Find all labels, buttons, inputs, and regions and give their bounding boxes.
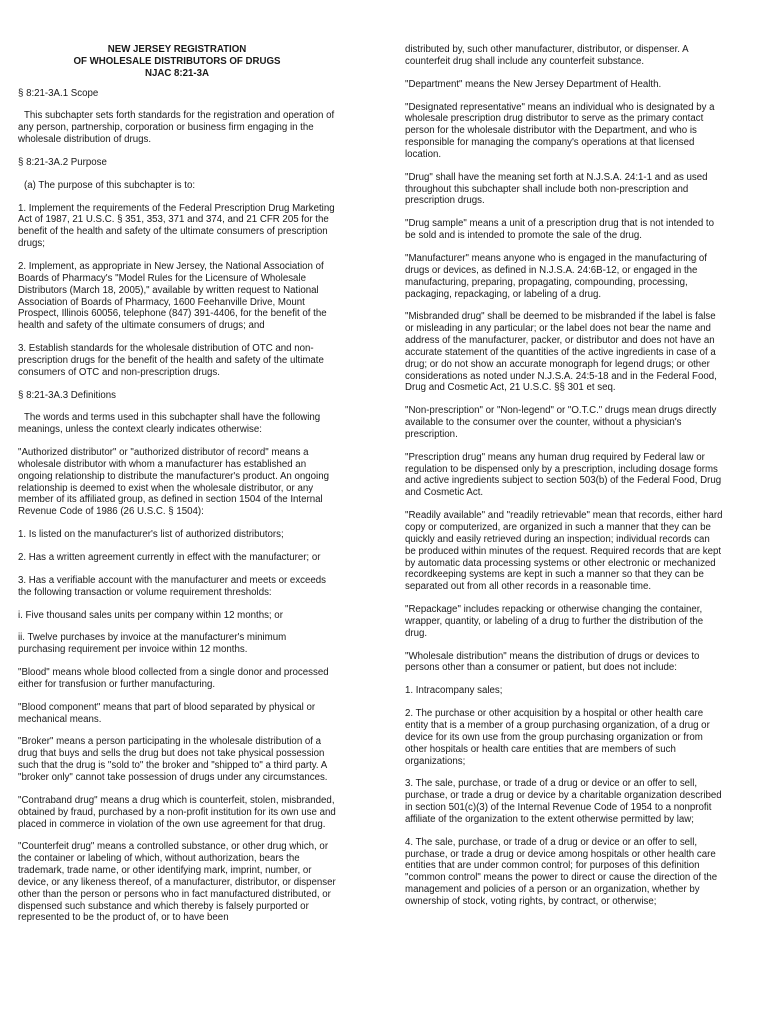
definition-paragraph: "Non-prescription" or "Non-legend" or "O.T.C." drugs mean drugs directly available to the consumer over the counter, without a physician's prescription. <box>405 405 717 440</box>
title-line: NEW JERSEY REGISTRATION <box>107 44 247 55</box>
definition-paragraph: "Blood" means whole blood collected from a single donor and processed either for transfusion or further manufacturing. <box>18 667 329 690</box>
paragraph: i. Five thousand sales units per company within 12 months; or <box>18 609 283 621</box>
definition-paragraph: "Broker" means a person participating in the wholesale distribution of a drug that buys and sells the drug but does not take physical possession such that the drug is "sold to" the broker and "shipped to" a third party. A "broker only" cannot take possession of drugs under any circumstances. <box>18 736 328 783</box>
definition-paragraph: "Counterfeit drug" means a controlled substance, or other drug which, or the container or labeling of which, without authorization, bears the trademark, trade name, or other identifying mark, imprint, number, or device, or any likeness thereof, of a manufacturer, distributor, or dispenser other than the person or persons who in fact manufactured distributed, or dispensed such substance and which thereby is falsely purported or represented to be the product of, or to have been <box>18 841 336 924</box>
paragraph: distributed by, such other manufacturer, distributor, or dispenser. A counterfeit drug shall include any counterfeit substance. <box>405 44 689 67</box>
definition-paragraph: "Prescription drug" means any human drug required by Federal law or regulation to be dispensed only by a prescription, including dosage forms and active ingredients subject to section 503(b) of the Federal Food, Drug and Cosmetic Act. <box>405 451 722 499</box>
paragraph: 4. The sale, purchase, or trade of a drug or device or an offer to sell, purchase, or trade a drug or device among hospitals or other health care entities that are under common control; for purposes of this definition "common control" means the power to direct or cause the direction of the management and policies of a person or an organization, whether by ownership of stock, voting rights, by contract, or otherwise; <box>405 836 718 907</box>
paragraph: (a) The purpose of this subchapter is to: <box>24 179 196 191</box>
definition-paragraph: "Authorized distributor" or "authorized distributor of record" means a wholesale distributor with whom a manufacturer has established an ongoing relationship to distribute the manufacturer's product. An ongoing relationship is deemed to exist when the wholesale distributor, or any member of its affiliated group, as defined in section 1504 of the Internal Revenue Code of 1986 (26 U.S.C. § 1504): <box>18 447 329 518</box>
left-column <box>18 44 336 935</box>
paragraph: The words and terms used in this subchapter shall have the following meanings, unless the context clearly indicates otherwise: <box>18 412 321 436</box>
section-heading-scope: § 8:21-3A.1 Scope <box>18 87 99 99</box>
paragraph: ii. Twelve purchases by invoice at the manufacturer's minimum purchasing requirement per invoice within 12 months. <box>18 632 287 656</box>
paragraph: 1. Is listed on the manufacturer's list of authorized distributors; <box>18 529 284 541</box>
definition-paragraph: "Repackage" includes repacking or otherwise changing the container, wrapper, quantity, or labeling of a drug to further the distribution of the drug. <box>405 604 704 639</box>
paragraph: 1. Implement the requirements of the Federal Prescription Drug Marketing Act of 1987, 21 U.S.C. § 351, 353, 371 and 374, and 21 CFR 205 for the benefit of the health and safety of the ultimate consumers of prescription drugs; <box>18 202 335 250</box>
paragraph: 2. The purchase or other acquisition by a hospital or other health care entity that is a member of a group purchasing organization, of a drug or device for its own use from the group purchasing organization or from other hospitals or health care entities that are members of such organizations; <box>405 708 710 767</box>
paragraph: 2. Has a written agreement currently in effect with the manufacturer; or <box>18 552 321 563</box>
section-heading-definitions: § 8:21-3A.3 Definitions <box>18 389 117 401</box>
definition-paragraph: "Manufacturer" means anyone who is engaged in the manufacturing of drugs or devices, as defined in N.J.S.A. 24:6B-12, or engaged in the manufacturing, preparing, propagating, compounding, processing, packaging, repackaging, or labeling of a drug. <box>405 252 707 300</box>
paragraph: 2. Implement, as appropriate in New Jersey, the National Association of Boards of Pharmacy's "Model Rules for the Licensure of Wholesale Distributors (March 18, 2005)," available by written request to National Association of Boards of Pharmacy, 1600 Feehanville Drive, Mount Prospect, Illinois 60056, telephone (847) 391-4406, for the benefit of the health and safety of the ultimate consumers of drugs; and <box>18 260 327 332</box>
paragraph: 3. Has a verifiable account with the manufacturer and meets or exceeds the following transaction or volume requirement thresholds: <box>18 574 327 598</box>
definition-paragraph: "Readily available" and "readily retrievable" mean that records, either hard copy or computerized, are organized in such a manner that they can be quickly and easily retrieved during an inspection; individual records can be produced within minutes of the request. Required records that are kept by automatic data processing systems or other electronic or mechanized recordkeeping systems are kept in such a manner so that they can be separated out from all other records in a reasonable time. <box>405 510 723 593</box>
definition-paragraph: "Misbranded drug" shall be deemed to be misbranded if the label is false or misleading in any particular; or the label does not bear the name and address of the manufacturer, packer, or distributor and does not have an accurate statement of the quantities of the active ingredients in case of a drug; or do not show an accurate monograph for legend drugs; or other considerations as noted under N.J.S.A. 24:5-18 and in the Federal Food, Drug and Cosmetic Act, 21 U.S.C. §§ 301 et seq. <box>405 311 717 394</box>
paragraph: 1. Intracompany sales; <box>405 685 503 697</box>
definition-paragraph: "Drug" shall have the meaning set forth at N.J.S.A. 24:1-1 and as used throughout this subchapter shall include both non-prescription and prescription drugs. <box>405 171 708 207</box>
section-heading-purpose: § 8:21-3A.2 Purpose <box>18 156 107 168</box>
definition-paragraph: "Drug sample" means a unit of a prescription drug that is not intended to be sold and is intended to promote the sale of the drug. <box>405 218 714 242</box>
definition-paragraph: "Designated representative" means an individual who is designated by a wholesale prescription drug distributor to serve as the primary contact person for the wholesale distributor with the Department, and who is responsible for managing the company's operations at that licensed location. <box>405 101 715 160</box>
paragraph: This subchapter sets forth standards for the registration and operation of any person, partnership, corporation or business firm engaging in the wholesale distribution of drugs. <box>18 110 335 146</box>
title-line: OF WHOLESALE DISTRIBUTORS OF DRUGS <box>73 55 281 67</box>
paragraph: 3. The sale, purchase, or trade of a drug or device or an offer to sell, purchase, or trade a drug or device by a charitable organization described in section 501(c)(3) of the Internal Revenue Code of 1954 to a nonprofit affiliate of the organization to the extent otherwise permitted by law; <box>405 778 722 825</box>
definition-paragraph: "Blood component" means that part of blood separated by physical or mechanical means. <box>18 701 316 725</box>
title-line: NJAC 8:21-3A <box>144 67 210 79</box>
right-column <box>405 44 723 919</box>
definition-paragraph: "Department" means the New Jersey Department of Health. <box>405 78 662 90</box>
definition-paragraph: "Contraband drug" means a drug which is counterfeit, stolen, misbranded, obtained by fraud, purchased by a non-profit institution for its own use and placed in commerce in violation of the own use agreement for that drug. <box>18 794 336 830</box>
document-title <box>18 44 336 80</box>
definition-paragraph: "Wholesale distribution" means the distribution of drugs or devices to persons other than a consumer or patient, but does not include: <box>405 650 700 674</box>
paragraph: 3. Establish standards for the wholesale distribution of OTC and non-prescription drugs for the benefit of the health and safety of the ultimate consumers of OTC and non-prescription drugs. <box>18 343 324 378</box>
